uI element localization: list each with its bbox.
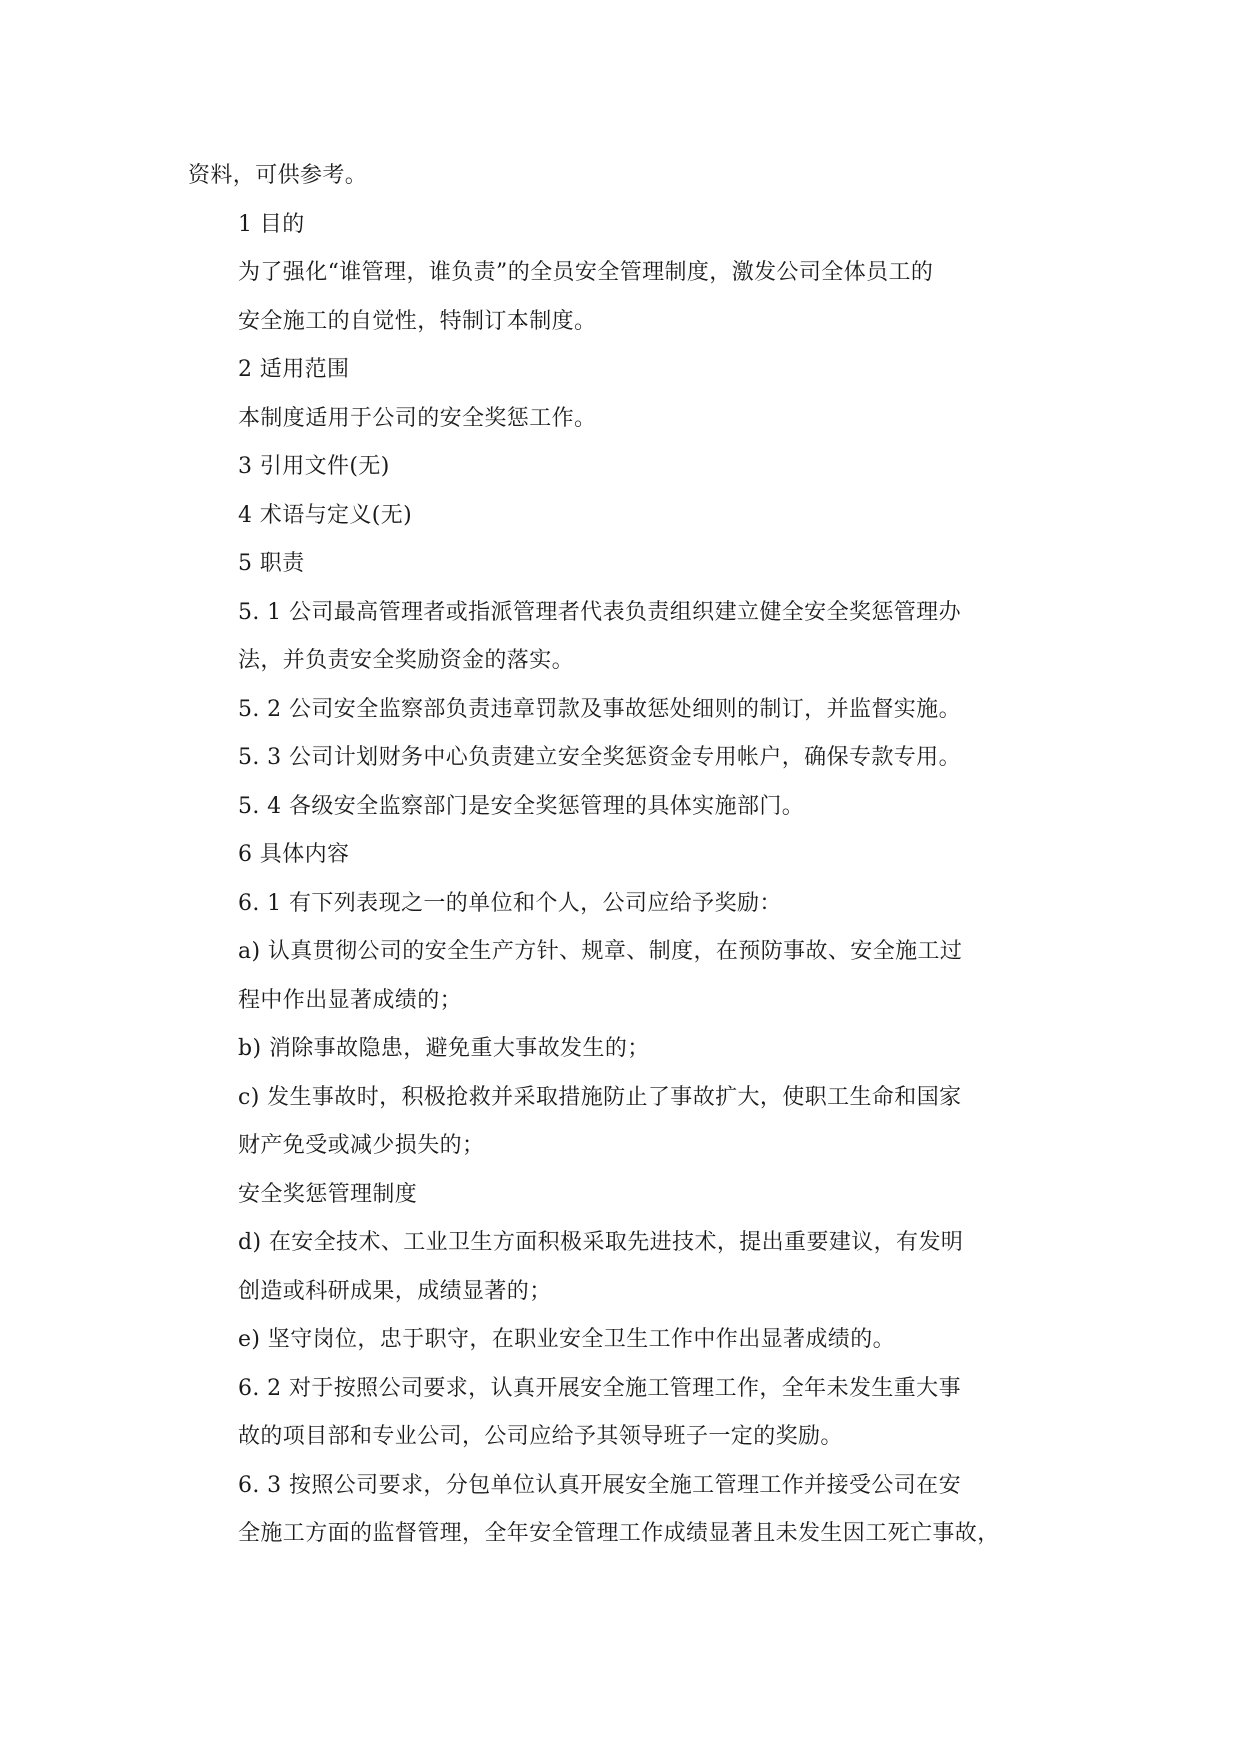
text-line: a) 认真贯彻公司的安全生产方针、规章、制度，在预防事故、安全施工过 bbox=[238, 939, 963, 964]
paragraph bbox=[188, 1074, 1050, 1171]
paragraph bbox=[188, 152, 1050, 201]
text-line: 5. 3 公司计划财务中心负责建立安全奖惩资金专用帐户，确保专款专用。 bbox=[238, 745, 961, 770]
text-line: 安全施工的自觉性，特制订本制度。 bbox=[238, 308, 597, 334]
paragraph bbox=[188, 880, 1050, 929]
document-body bbox=[188, 152, 1050, 1559]
paragraph bbox=[188, 1219, 1050, 1316]
paragraph bbox=[188, 249, 1050, 346]
paragraph bbox=[188, 1025, 1050, 1074]
text-line: 创造或科研成果，成绩显著的； bbox=[238, 1278, 552, 1304]
paragraph bbox=[188, 589, 1050, 686]
text-line: c) 发生事故时，积极抢救并采取措施防止了事故扩大，使职工生命和国家 bbox=[238, 1084, 962, 1110]
paragraph bbox=[188, 783, 1050, 832]
text-line: 6. 2 对于按照公司要求，认真开展安全施工管理工作，全年未发生重大事 bbox=[238, 1375, 961, 1401]
text-line: 2 适用范围 bbox=[238, 357, 350, 382]
text-line: 财产免受或减少损失的； bbox=[238, 1133, 485, 1158]
paragraph bbox=[188, 928, 1050, 1025]
text-line: 故的项目部和专业公司，公司应给予其领导班子一定的奖励。 bbox=[238, 1424, 843, 1449]
paragraph bbox=[188, 831, 1050, 880]
paragraph bbox=[188, 395, 1050, 444]
text-line: 安全奖惩管理制度 bbox=[238, 1181, 418, 1207]
paragraph bbox=[188, 492, 1050, 541]
text-line: 4 术语与定义(无) bbox=[238, 502, 413, 528]
text-line: e) 坚守岗位，忠于职守，在职业安全卫生工作中作出显著成绩的。 bbox=[238, 1327, 895, 1352]
paragraph bbox=[188, 1171, 1050, 1220]
paragraph bbox=[188, 734, 1050, 783]
text-line: 6. 3 按照公司要求，分包单位认真开展安全施工管理工作并接受公司在安 bbox=[238, 1472, 961, 1498]
paragraph bbox=[188, 540, 1050, 589]
text-line: 法，并负责安全奖励资金的落实。 bbox=[238, 648, 575, 673]
text-line: 5. 1 公司最高管理者或指派管理者代表负责组织建立健全安全奖惩管理办 bbox=[238, 599, 961, 625]
text-line: 全施工方面的监督管理，全年安全管理工作成绩显著且未发生因工死亡事故， bbox=[238, 1521, 1000, 1546]
paragraph bbox=[188, 443, 1050, 492]
text-line: 5. 2 公司安全监察部负责违章罚款及事故惩处细则的制订，并监督实施。 bbox=[238, 696, 961, 722]
paragraph bbox=[188, 1462, 1050, 1559]
text-line: 6. 1 有下列表现之一的单位和个人，公司应给予奖励： bbox=[238, 890, 782, 916]
text-line: 1 目的 bbox=[238, 211, 305, 237]
text-line: 3 引用文件(无) bbox=[238, 454, 390, 479]
paragraph bbox=[188, 346, 1050, 395]
paragraph bbox=[188, 1316, 1050, 1365]
text-line: 5. 4 各级安全监察部门是安全奖惩管理的具体实施部门。 bbox=[238, 793, 805, 819]
text-line: 5 职责 bbox=[238, 551, 305, 576]
text-line: b) 消除事故隐患，避免重大事故发生的； bbox=[238, 1036, 650, 1061]
text-line: 程中作出显著成绩的； bbox=[238, 987, 463, 1013]
paragraph bbox=[188, 686, 1050, 735]
text-line: 6 具体内容 bbox=[238, 842, 350, 867]
paragraph bbox=[188, 201, 1050, 250]
text-line: 资料，可供参考。 bbox=[188, 163, 368, 188]
text-line: 本制度适用于公司的安全奖惩工作。 bbox=[238, 405, 597, 431]
paragraph bbox=[188, 1365, 1050, 1462]
text-line: 为了强化“谁管理，谁负责”的全员安全管理制度，激发公司全体员工的 bbox=[238, 260, 934, 285]
text-line: d) 在安全技术、工业卫生方面积极采取先进技术，提出重要建议，有发明 bbox=[238, 1230, 964, 1255]
